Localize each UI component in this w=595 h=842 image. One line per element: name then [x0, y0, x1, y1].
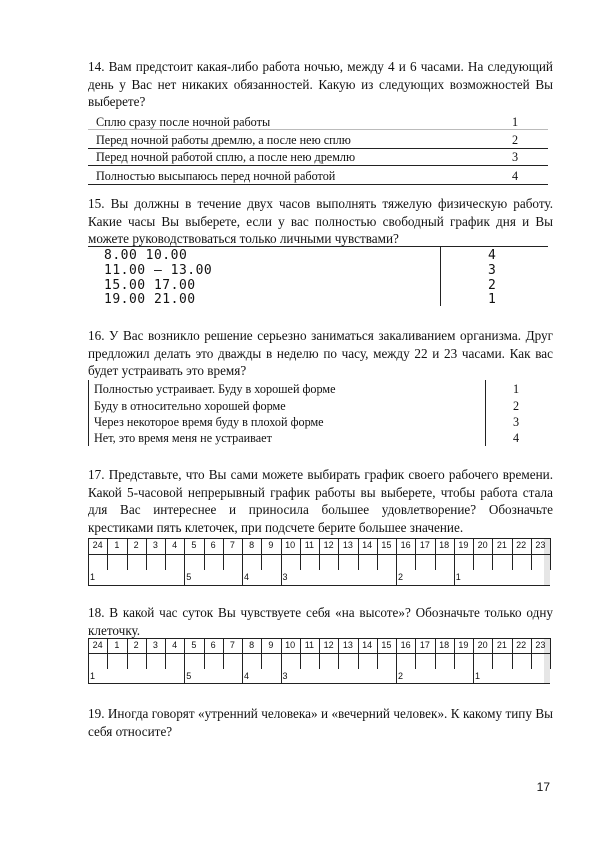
question-14-text: 14. Вам предстоит какая-либо работа ночью, между 4 и 6 часами. На следующий день у Вас нет никаких обязанностей. Какую из следующих возможностей Вы выберете?	[88, 59, 553, 109]
question-16-options	[88, 380, 550, 448]
hour-cell-16[interactable]: 16	[400, 540, 411, 550]
hour-cell-10[interactable]: 10	[285, 640, 296, 650]
q16-option-1-label: Полностью устраивает. Буду в хорошей форме	[94, 382, 336, 396]
q16-option-1-score: 1	[513, 382, 520, 396]
hour-cell-1[interactable]: 1	[114, 540, 120, 550]
q14-option-4-score: 4	[512, 169, 519, 183]
q16-option-4-score: 4	[513, 431, 520, 445]
hour-cell-22[interactable]: 22	[516, 640, 527, 650]
question-16-text: 16. У Вас возникло решение серьезно заниматься закаливанием организма. Друг предложил делать это дважды в неделю по часу, между 22 и 23 часами. Как вас будет устраивать это время?	[88, 328, 553, 378]
score-label: 3	[282, 572, 288, 582]
q15-option-4-label: 19.00 21.00	[104, 292, 196, 307]
hour-cell-7[interactable]: 7	[229, 540, 235, 550]
question-15-text: 15. Вы должны в течение двух часов выполнять тяжелую физическую работу. Какие часы Вы выберете, если у вас полностью свободный график дня и Вы можете руководствоваться только личными чувствами?	[88, 196, 553, 246]
hour-cell-24[interactable]: 24	[92, 640, 103, 650]
hour-cell-10[interactable]: 10	[285, 540, 296, 550]
q14-option-2-score: 2	[512, 133, 519, 147]
score-label: 1	[455, 572, 461, 582]
hour-cell-14[interactable]: 14	[362, 540, 373, 550]
q14-option-3-score: 3	[512, 150, 519, 164]
score-label: 2	[398, 572, 404, 582]
hour-cell-11[interactable]: 11	[304, 640, 315, 650]
hour-cell-18[interactable]: 18	[439, 640, 450, 650]
q16-option-2-label: Буду в относительно хорошей форме	[94, 399, 286, 413]
hour-cell-5[interactable]: 5	[191, 640, 197, 650]
hour-cell-19[interactable]: 19	[458, 540, 469, 550]
hour-cell-9[interactable]: 9	[268, 540, 274, 550]
hour-cell-17[interactable]: 17	[419, 540, 430, 550]
q14-option-1-score: 1	[512, 115, 519, 129]
question-17-text: 17. Представьте, что Вы сами можете выбирать график своего рабочего времени. Какой 5-часовой непрерывный график работы вы выберете, чтобы работа стала для Вас интереснее и приносила большее удовлетворение? Обозначьте крестиками пять клеточек, при подсчете берите большее значение.	[88, 467, 553, 535]
hour-cell-16[interactable]: 16	[400, 640, 411, 650]
hour-cell-7[interactable]: 7	[229, 640, 235, 650]
hour-cell-13[interactable]: 13	[342, 640, 353, 650]
score-label: 3	[282, 670, 288, 681]
hour-cell-6[interactable]: 6	[210, 640, 216, 650]
q15-option-2-score: 3	[488, 263, 497, 278]
hour-cell-19[interactable]: 19	[458, 640, 469, 650]
q14-option-1-label: Сплю сразу после ночной работы	[96, 115, 271, 129]
hour-cell-4[interactable]: 4	[172, 540, 178, 550]
page-number: 17	[536, 780, 550, 794]
question-17-hour-grid[interactable]	[88, 538, 550, 586]
hour-cell-18[interactable]: 18	[439, 540, 450, 550]
q14-option-2-label: Перед ночной работы дремлю, а после нею сплю	[96, 133, 351, 147]
q16-option-3-label: Через некоторое время буду в плохой форме	[94, 415, 324, 429]
hour-cell-15[interactable]: 15	[381, 640, 392, 650]
hour-cell-22[interactable]: 22	[516, 540, 527, 550]
hour-cell-2[interactable]: 2	[133, 540, 139, 550]
hour-cell-5[interactable]: 5	[191, 540, 197, 550]
score-label: 5	[186, 670, 192, 681]
hour-cell-3[interactable]: 3	[152, 640, 158, 650]
hour-cell-23[interactable]: 23	[535, 540, 546, 550]
q15-option-3-label: 15.00 17.00	[104, 278, 196, 293]
hour-cell-21[interactable]: 21	[496, 540, 507, 550]
question-18-text: 18. В какой час суток Вы чувствуете себя «на высоте»? Обозначьте только одну клеточку.	[88, 605, 553, 638]
hour-cell-20[interactable]: 20	[477, 540, 488, 550]
hour-cell-23[interactable]: 23	[535, 640, 546, 650]
q15-option-2-label: 11.00 – 13.00	[104, 263, 213, 278]
question-14-options	[88, 112, 550, 188]
hour-cell-20[interactable]: 20	[477, 640, 488, 650]
hour-cell-13[interactable]: 13	[342, 540, 353, 550]
q15-option-4-score: 1	[488, 292, 497, 307]
hour-cell-2[interactable]: 2	[133, 640, 139, 650]
score-label: 2	[398, 670, 404, 681]
q15-option-1-score: 4	[488, 248, 497, 263]
q15-option-1-label: 8.00 10.00	[104, 248, 188, 263]
hour-cell-14[interactable]: 14	[362, 640, 373, 650]
score-label: 5	[186, 572, 192, 582]
score-label: 1	[475, 670, 481, 681]
q15-option-3-score: 2	[488, 278, 497, 293]
q16-option-4-label: Нет, это время меня не устраивает	[94, 431, 272, 445]
score-label: 4	[244, 670, 250, 681]
score-label: 1	[90, 670, 96, 681]
hour-cell-3[interactable]: 3	[152, 540, 158, 550]
hour-cell-17[interactable]: 17	[419, 640, 430, 650]
hour-cell-8[interactable]: 8	[249, 540, 255, 550]
hour-cell-12[interactable]: 12	[323, 540, 334, 550]
hour-cell-8[interactable]: 8	[249, 640, 255, 650]
hour-cell-6[interactable]: 6	[210, 540, 216, 550]
hour-cell-4[interactable]: 4	[172, 640, 178, 650]
question-18-hour-grid[interactable]	[88, 638, 550, 684]
q14-option-3-label: Перед ночной работой сплю, а после нею дремлю	[96, 150, 356, 164]
question-15-options	[88, 246, 548, 308]
q14-option-4-label: Полностью высыпаюсь перед ночной работой	[96, 169, 336, 183]
hour-cell-11[interactable]: 11	[304, 540, 315, 550]
score-label: 4	[244, 572, 250, 582]
hour-cell-21[interactable]: 21	[496, 640, 507, 650]
hour-cell-9[interactable]: 9	[268, 640, 274, 650]
score-label: 1	[90, 572, 96, 582]
hour-cell-1[interactable]: 1	[114, 640, 120, 650]
q16-option-2-score: 2	[513, 399, 520, 413]
hour-cell-12[interactable]: 12	[323, 640, 334, 650]
hour-cell-15[interactable]: 15	[381, 540, 392, 550]
q16-option-3-score: 3	[513, 415, 520, 429]
hour-cell-24[interactable]: 24	[92, 540, 103, 550]
question-19-text: 19. Иногда говорят «утренний человека» и «вечерний человек». К какому типу Вы себя относите?	[88, 706, 553, 739]
